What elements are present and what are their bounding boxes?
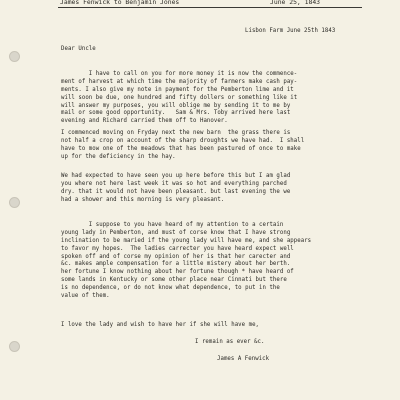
line: I commenced moving on Fryday next the new barn the grass there is	[61, 129, 291, 136]
line: some lands in Kentucky or some other place near Cinnati but there	[61, 277, 287, 284]
letter-salutation: Dear Uncle	[61, 46, 96, 52]
header-rule	[58, 7, 362, 8]
line: to favor my hopes. The ladies carrecter you have heard expect well	[61, 245, 294, 252]
line: her fortune I know nothing about her fortune though * have heard of	[61, 269, 294, 276]
line: you where not here last week it was so hot and everything parched	[61, 180, 287, 187]
line: will answer my purposes, you will oblige me by sending it to me by	[61, 102, 291, 109]
line: ments. I also give my note in payment for the Pemberton lime and it	[61, 86, 294, 93]
line: value of them.	[61, 293, 110, 300]
letter-closing: I love the lady and wish to have her if she will have me,	[61, 322, 260, 328]
letter-dateline: Lisbon Farm June 25th 1843	[245, 28, 336, 34]
paragraph-2	[61, 122, 304, 162]
header-date: June 25, 1843	[270, 0, 321, 6]
line: young lady in Pemberton, and must of corse know that I have strong	[61, 229, 291, 236]
paragraph-3	[61, 165, 290, 205]
line: up for the deficiency in the hay.	[61, 153, 176, 160]
line: will soon be due, one hundred and fifty dollers or something like it	[61, 94, 298, 101]
line: not half a crop on account of the sharp droughts we have had. I shall	[61, 137, 305, 144]
letter-valediction: I remain as ever &c.	[195, 339, 265, 345]
punch-hole	[9, 197, 20, 208]
line: had a shower and this morning is very pleasant.	[61, 196, 225, 203]
line: is no dependence, or do not know what dependence, to put in the	[61, 285, 280, 292]
header-title: James Fenwick to Benjamin Jones	[60, 0, 180, 6]
paragraph-4	[61, 214, 311, 301]
line: &c. makes ample compensation for a little mistery about her berth.	[61, 261, 291, 268]
line: mail or some good opportunity. Sam & Mrs. Toby arrived here last	[61, 110, 291, 117]
line: We had expected to have seen you up here before this but I am glad	[61, 172, 291, 179]
line: I suppose to you have heard of my attention to a certain	[61, 221, 284, 228]
line: have to mow one of the meadows that has been pastured of once to make	[61, 145, 301, 152]
line: evening and Richard carried them off to Hanover.	[61, 118, 228, 125]
line: ment of harvest at which time the majority of farmers make cash pay-	[61, 78, 298, 85]
letter-signature: James A Fenwick	[217, 356, 270, 362]
line: spoken off and of corse my opinion of her is that her carecter and	[61, 253, 291, 260]
punch-hole	[9, 341, 20, 352]
line: I have to call on you for more money it is now the commence-	[61, 70, 298, 77]
paragraph-1	[61, 63, 297, 126]
line: dry. that it would not have been pleasant. but last evening the we	[61, 188, 291, 195]
line: inclination to be maried if the young lady will have me, and she appears	[61, 237, 312, 244]
punch-hole	[9, 51, 20, 62]
